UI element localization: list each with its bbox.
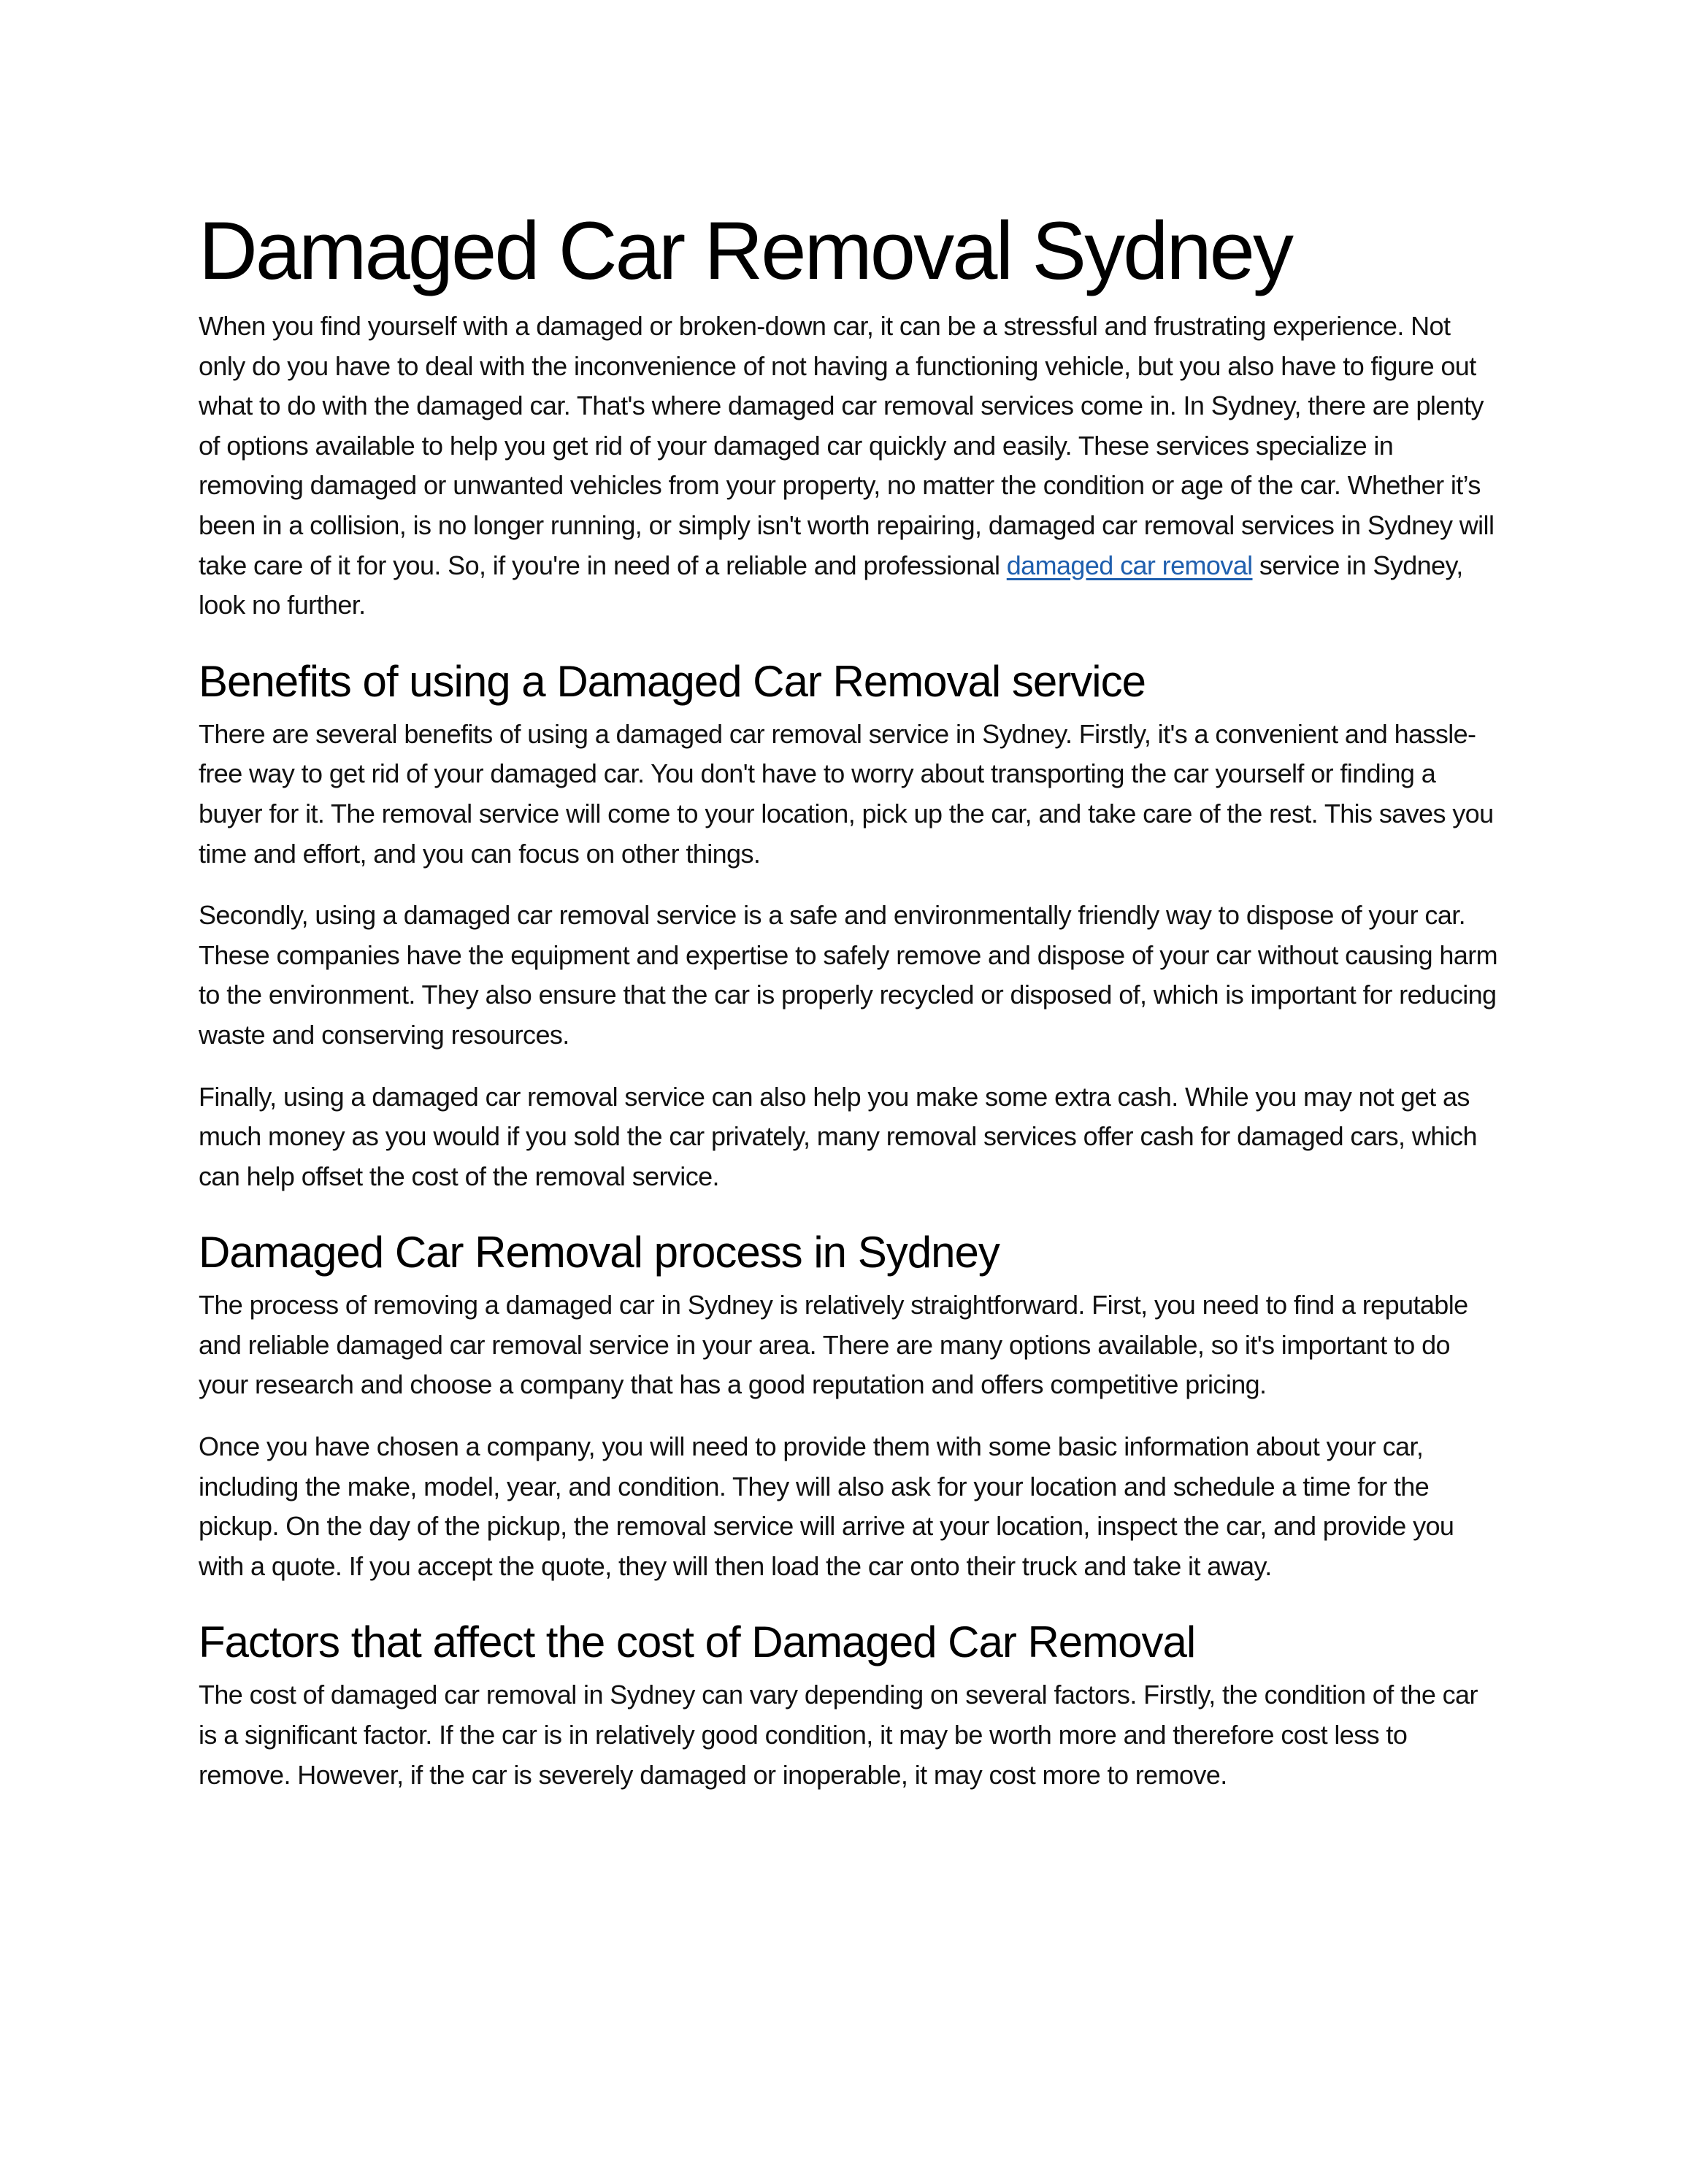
- damaged-car-removal-link[interactable]: damaged car removal: [1006, 550, 1253, 580]
- intro-text-before-link: When you find yourself with a damaged or broken-down car, it can be a stressful and frustrating experience. Not only do you have to deal with the inconvenience of not having a functioning vehicle, but you also have to figure out what to do with the damaged car. That's where damaged car removal services come in. In Sydney, there are plenty of options available to help you get rid of your damaged car quickly and easily. These services specialize in removing damaged or unwanted vehicles from your property, no matter the condition or age of the car. Whether it’s been in a collision, is no longer running, or simply isn't worth repairing, damaged car removal services in Sydney will take care of it for you. So, if you're in need of a reliable and professional: [199, 311, 1495, 580]
- body-paragraph: The process of removing a damaged car in Sydney is relatively straightforward. First, you need to find a reputable and reliable damaged car removal service in your area. There are many options available, so it's important to do your research and choose a company that has a good reputation and offers competitive pricing.: [199, 1290, 1468, 1400]
- body-paragraph: Once you have chosen a company, you will need to provide them with some basic information about your car, including the make, model, year, and condition. They will also ask for your location and schedule a time for the pickup. On the day of the pickup, the removal service will arrive at your location, inspect the car, and provide you with a quote. If you accept the quote, they will then load the car onto their truck and take it away.: [199, 1431, 1454, 1581]
- body-paragraph: Finally, using a damaged car removal service can also help you make some extra cash. While you may not get as much money as you would if you sold the car privately, many removal services offer cash for damaged cars, which can help offset the cost of the removal service.: [199, 1081, 1477, 1191]
- section-cost-factors: [199, 1614, 1498, 1795]
- section-heading: Damaged Car Removal process in Sydney: [199, 1228, 1000, 1277]
- document-page: [199, 206, 1498, 1817]
- section-heading: Factors that affect the cost of Damaged Car Removal: [199, 1618, 1196, 1667]
- section-benefits: [199, 653, 1498, 1197]
- intro-text-after-link: service in Sydney, look no further.: [199, 550, 1463, 620]
- body-paragraph: The cost of damaged car removal in Sydney can vary depending on several factors. Firstly, the condition of the car is a significant factor. If the car is in relatively good condition, it may be worth more and therefore cost less to remove. However, if the car is severely damaged or inoperable, it may cost more to remove.: [199, 1680, 1478, 1790]
- section-heading: Benefits of using a Damaged Car Removal service: [199, 656, 1146, 706]
- body-paragraph: There are several benefits of using a damaged car removal service in Sydney. Firstly, it's a convenient and hassle-free way to get rid of your damaged car. You don't have to worry about transporting the car yourself or finding a buyer for it. The removal service will come to your location, pick up the car, and take care of the rest. This saves you time and effort, and you can focus on other things.: [199, 718, 1494, 869]
- intro-paragraph: [199, 307, 1498, 626]
- body-paragraph: Secondly, using a damaged car removal service is a safe and environmentally friendly way to dispose of your car. These companies have the equipment and expertise to safely remove and dispose of your car without causing harm to the environment. They also ensure that the car is properly recycled or disposed of, which is important for reducing waste and conserving resources.: [199, 900, 1498, 1050]
- section-removal-process: [199, 1224, 1498, 1586]
- page-title: Damaged Car Removal Sydney: [199, 205, 1292, 296]
